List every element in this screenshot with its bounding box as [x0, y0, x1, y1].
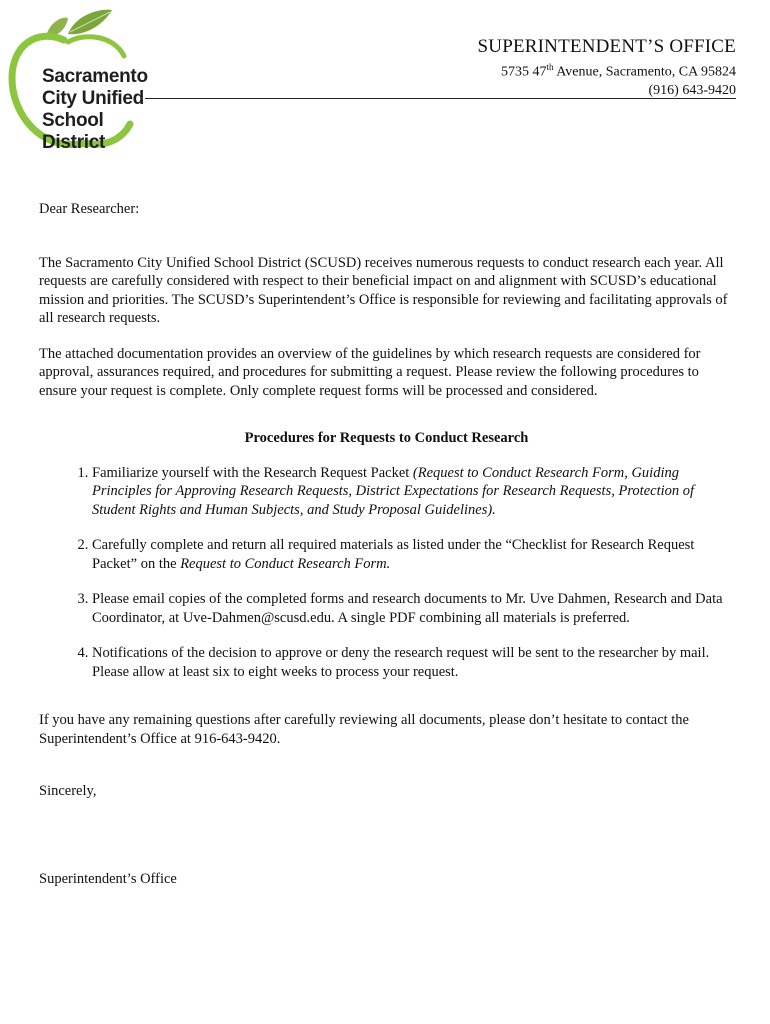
address-rest: Avenue, Sacramento, CA 95824 [553, 64, 736, 80]
letter-body [39, 200, 734, 888]
list-item [92, 644, 734, 681]
address-street-number: 5735 47 [500, 64, 547, 80]
step-text: Notifications of the decision to approve or deny the research request will be sent to the researcher by mail. Please allow at least six to eight weeks to process your request. [92, 645, 710, 680]
greeting: Dear Researcher: [39, 201, 140, 217]
logo-line: School District [42, 110, 106, 153]
office-address [478, 58, 736, 82]
procedures-heading: Procedures for Requests to Conduct Research [244, 430, 529, 446]
step-text: Familiarize yourself with the Research Request Packet [92, 464, 413, 481]
district-logo [6, 6, 148, 153]
step-text: Please email copies of the completed forms and research documents to Mr. Uve Dahmen, Research and Data Coordinator, at Uve-Dahmen@scusd.edu. A single PDF combining all materials is preferred. [92, 591, 723, 626]
paragraph-guidelines: The attached documentation provides an overview of the guidelines by which research requests are considered for approval, assurances required, and procedures for submitting a request. Please review the following procedures to ensure your request is complete. Only complete request forms will be processed and considered. [39, 345, 701, 399]
office-header [478, 36, 736, 100]
list-item [92, 464, 734, 520]
address-ordinal: th [546, 62, 554, 72]
logo-text [42, 66, 148, 154]
list-item [92, 536, 734, 573]
sign-off: Sincerely, [39, 783, 97, 799]
step-italic: (Request to Conduct Research Form, Guiding Principles for Approving Research Requests, District Expectations for Research Requests, Protection of Student Rights and Human Subjects, and Study Proposal Guidelines). [92, 464, 695, 518]
step-text: Carefully complete and return all required materials as listed under the “Checklist for Research Request Packet” on the [92, 537, 695, 572]
header-divider [145, 98, 736, 99]
paragraph-intro: The Sacramento City Unified School District (SCUSD) receives numerous requests to conduct research each year. All requests are carefully considered with respect to their beneficial impact on and alignment with SCUSD’s educational mission and priorities. The SCUSD’s Superintendent’s Office is responsible for reviewing and facilitating approvals of all research requests. [39, 254, 728, 326]
office-phone: (916) 643-9420 [648, 82, 736, 98]
logo-line: City Unified [42, 88, 144, 109]
signer: Superintendent’s Office [39, 870, 177, 887]
logo-line: Sacramento [42, 66, 148, 87]
procedures-list [39, 464, 734, 682]
list-item [92, 590, 734, 627]
office-title: SUPERINTENDENT’S OFFICE [477, 36, 736, 57]
step-italic: Request to Conduct Research Form. [180, 555, 391, 572]
closing-paragraph: If you have any remaining questions after carefully reviewing all documents, please don’t hesitate to contact the Superintendent’s Office at 916-643-9420. [39, 712, 689, 747]
